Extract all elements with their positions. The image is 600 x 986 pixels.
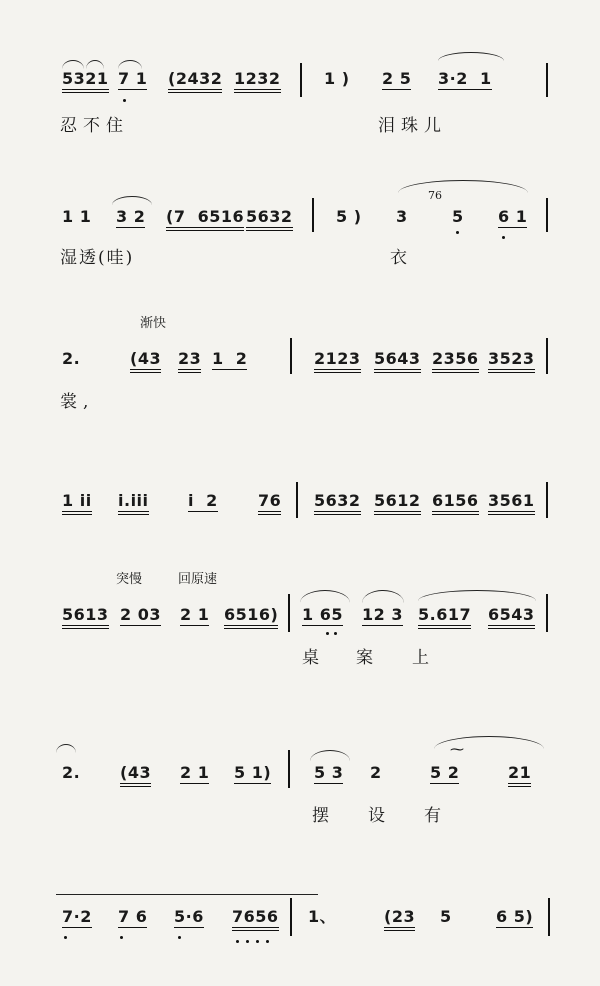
note-group: 2. <box>62 349 81 368</box>
bar-line <box>546 338 548 374</box>
note-group: 2 03 <box>120 605 161 624</box>
note-group: 3·2 1 <box>438 69 492 88</box>
note-group: 6543 <box>488 606 535 629</box>
note-group: (43 <box>130 350 161 373</box>
note-group: 5 1) <box>234 763 272 782</box>
note-group: 1 ) <box>324 69 350 88</box>
note-group: 3 <box>396 207 408 226</box>
note-group: i 2 <box>188 491 218 510</box>
lyric: 忍不住 <box>60 116 129 136</box>
note-group: 2 5 <box>382 69 412 88</box>
lyric: 桌 <box>302 648 325 668</box>
note-group: 7·2 <box>62 907 92 926</box>
grace-notes: 76 <box>428 189 442 202</box>
note-group: 2356 <box>432 350 479 373</box>
bar-line <box>296 482 298 518</box>
note-group: (7 6516 <box>166 208 244 231</box>
note-group: i.iii <box>118 492 149 515</box>
note-group: 6156 <box>432 492 479 515</box>
note-group: 1 1 <box>62 207 92 226</box>
note-group: 5613 <box>62 606 109 629</box>
note-group: 7 1 <box>118 69 148 88</box>
trill-icon: ⁓ <box>450 742 464 758</box>
lyric: 上 <box>412 648 435 668</box>
note-group: 6516) <box>224 606 278 629</box>
note-group: 3523 <box>488 350 535 373</box>
note-group: 5632 <box>246 208 293 231</box>
note-group: 76 <box>258 492 281 515</box>
note-group: 1 65 <box>302 605 343 624</box>
note-group: 2 1 <box>180 763 210 782</box>
note-group: 21 <box>508 764 531 787</box>
note-group: 1 2 <box>212 349 248 368</box>
note-group: 1、 <box>308 907 337 926</box>
tempo-marking: 突慢 <box>116 572 143 587</box>
tempo-marking: 渐快 <box>140 316 167 331</box>
lyric: 有 <box>424 806 447 826</box>
lyric: 裳, <box>60 392 95 412</box>
bar-line <box>288 594 290 632</box>
note-group: 5.617 <box>418 606 471 629</box>
note-group: (23 <box>384 908 415 931</box>
bar-line <box>288 750 290 788</box>
note-group: 3 2 <box>116 207 146 226</box>
note-group: 6 5) <box>496 907 534 926</box>
lyric: 摆 <box>312 806 335 826</box>
bar-line <box>546 63 548 97</box>
note-group: 5·6 <box>174 907 204 926</box>
bar-line <box>546 198 548 232</box>
bar-line <box>300 63 302 97</box>
lyric: 案 <box>356 648 379 668</box>
note-group: 12 3 <box>362 605 403 624</box>
note-group: 1232 <box>234 70 281 93</box>
note-group: 6 1 <box>498 207 528 226</box>
bar-line <box>290 898 292 936</box>
note-group: 5 <box>440 907 452 926</box>
bar-line <box>546 594 548 632</box>
note-group: (2432 <box>168 70 222 93</box>
note-group: 5321 <box>62 70 109 93</box>
lyric: 湿透(哇) <box>60 248 135 268</box>
bar-line <box>290 338 292 374</box>
note-group: 5643 <box>374 350 421 373</box>
note-group: 2123 <box>314 350 361 373</box>
note-group: 5 <box>452 207 464 226</box>
bar-line <box>546 482 548 518</box>
bar-line <box>312 198 314 232</box>
note-group: 2 <box>370 763 382 782</box>
note-group: 7 6 <box>118 907 148 926</box>
note-group: 5 2 <box>430 763 460 782</box>
note-group: 5612 <box>374 492 421 515</box>
note-group: 5 ) <box>336 207 362 226</box>
tempo-marking: 回原速 <box>178 572 218 587</box>
lyric: 泪珠儿 <box>378 116 447 136</box>
note-group: 1 ii <box>62 492 92 515</box>
note-group: 2 1 <box>180 605 210 624</box>
lyric: 设 <box>368 806 391 826</box>
note-group: 5632 <box>314 492 361 515</box>
note-group: 2. <box>62 763 81 782</box>
bar-line <box>548 898 550 936</box>
note-group: 3561 <box>488 492 535 515</box>
note-group: 5 3 <box>314 763 344 782</box>
note-group: (43 <box>120 764 151 787</box>
note-group: 23 <box>178 350 201 373</box>
note-group: 7656 <box>232 908 279 931</box>
lyric: 衣 <box>390 248 413 268</box>
